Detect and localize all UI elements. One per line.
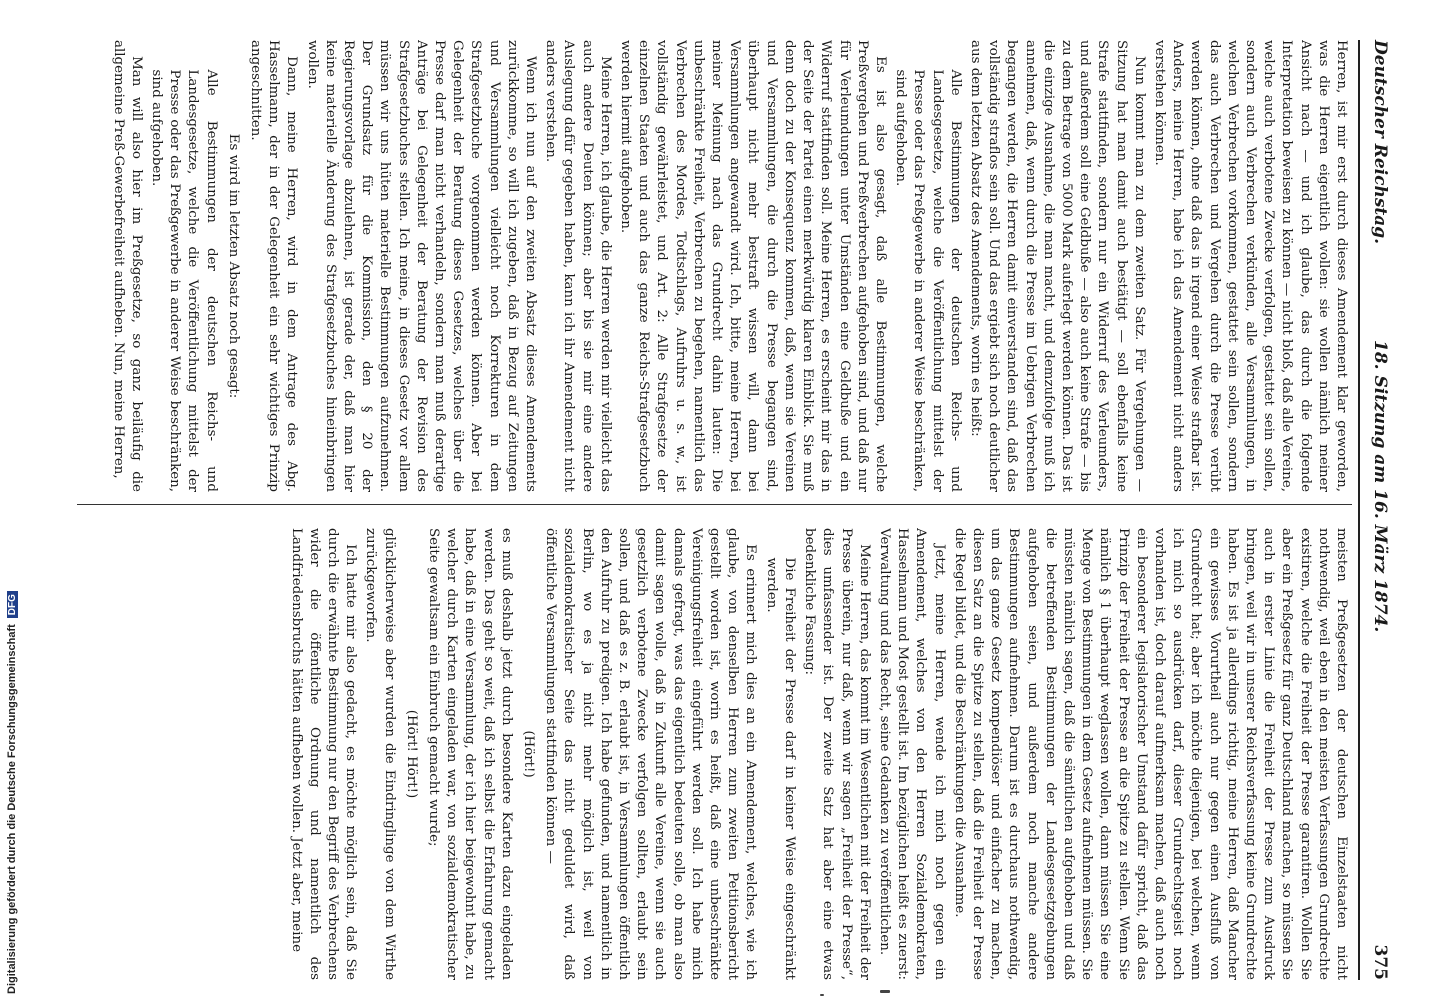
paragraph: Es wird im letzten Absatz noch gesagt: (225, 133, 241, 399)
scan-speck (880, 990, 890, 993)
interjection: (Hört!) (521, 730, 537, 778)
paragraph: Nun kommt man zu dem zweiten Satz. Für Vergehungen — Sitzung hat man damit auch bestätigt — soll ebenfalls keine Strafe stattfinden, sondern nur ein Widerruf des Verleumders, und außerdem soll eine Geldbuße — also auch keine Strafe — bis zu dem Betrage von 5000 Mark auferlegt werden können. Das ist die einzige Ausnahme, die man macht, und demzufolge muß ich annehmen, daß, wenn durch die Presse im Uebrigen Verbrechen begangen werden, die Herren damit einverstanden sind, daß das vollständig straflos sein soll. Und das ergiebt sich noch deutlicher aus dem letzten Absatz des Amendements, worin es heißt: (967, 40, 1147, 492)
quotation: Alle Bestimmungen der deutschen Reichs- und Landesgesetze, welche die Veröffentlichung mittelst der Presse oder das Preßgewerbe in anderer Weise beschränken, sind aufgehoben. (893, 69, 963, 492)
paragraph: Es ist also gesagt, daß alle Bestimmungen, welche Preßvergehen und Preßverbrechen aufgehoben sind, und daß nur für Verleumdungen unter Umständen eine Geldbuße und ein Widerruf stattfinden soll. Meine Herren, es erscheint mir das in der Seite der Partei einen merkwürdig klaren Einblick. Sie muß denn doch zu der Konsequenz kommen, daß, wenn sie Vereinen und Versammlungen, die durch die Presse begangen sind, überhaupt nicht mehr bestraft wissen will, dann bei Versammlungen angewandt wird. Ich, bitte, meine Herren, bei meiner Meinung nach das Grundrecht dahin lauten: Die unbeschränkte Freiheit, Verbrechen zu begehen, namentlich das Verbrechen des Mordes, Todtschlags, Aufruhrs u. s. w., ist vollständig gewährleistet, und Art. 2: Alle Strafgesetze der einzelnen Staaten und auch das ganze Reichs-Strafgesetzbuch werden hiermit aufgehoben. (618, 40, 888, 492)
paragraph: Jetzt, meine Herren, wende ich mich noch gegen ein Amendement, welches von den Herren Sozialdemokraten, Hasselmann und Most gestellt ist. Im bezüglichen heißt es zuerst: Verwaltung und das Recht, seine Gedanken zu veröffentlichen. (876, 528, 947, 980)
paragraph: Man will also hier im Preßgesetze, so ganz beiläufig die allgemeine Preß-Gewerbefreiheit aufheben. Nun, meine Herren, (110, 40, 144, 492)
paragraph: Herren, ist mir erst durch dieses Amendement klar geworden, was die Herren eigentlich wollen: sie wollen nämlich meiner Ansicht nach — und ich glaube, das durch die folgende Interpretation beweisen zu können — nicht bloß, daß alle Vereine, welche auch verbotene Zwecke verfolgen, gestattet sein sollen, sondern auch Verbrechen verkünden, alle Versammlungen, in welchen Verbrechen vorkommen, gestattet sein sollen, sondern das auch Verbrechen und Vergehen durch die Presse verübt werden können, ohne daß das in irgend einer Weise strafbar ist. Anders, meine Herren, habe ich das Amendement nicht anders verstehen können. (1151, 40, 1349, 492)
paragraph: Es erinnert mich dies an ein Amendement, welches, wie ich glaube, von denselben Herren zum zweiten Petitionsbericht gestellt worden ist, worin es heißt, daß eine unbeschränkte Vereinigungsfreiheit eingeführt werden soll. Ich habe mich damals gefragt, was das eigentlich bedeuten solle, ob man also damit sagen wolle, daß in Zukunft alle Vereine, wenn sie auch gesetzlich verbotene Zwecke verfolgen sollten, erlaubt sein sollen, und daß es z. B. erlaubt ist, in Versammlungen öffentlich den Aufruhr zu predigen. Ich habe gefunden, und namentlich in Berlin, wo es ja nicht mehr möglich ist, weil von sozialdemokratischer Seite das nicht geduldet wird, daß öffentliche Versammlungen stattfinden können — (543, 528, 759, 980)
digitization-credit (6, 591, 18, 994)
header-publication: Deutscher Reichstag. (1370, 40, 1390, 245)
paragraph: Wenn ich nun auf den zweiten Absatz dieses Amendements zurückkomme, so will ich zugeben, daß in Bezug auf Zeitungen und Versammlungen vielleicht noch Korrekturen in dem Strafgesetzbuche vorgenommen werden können. Aber bei Gelegenheit der Beratung dieses Gesetzes, welches über die Presse darf man nicht verhandeln, sondern man muß derartige Anträge bei Gelegenheit der Beratung der Revision des Strafgesetzbuches stellen. Ich meine, in dieses Gesetz vor allem müssen wir uns hüten materielle Bestimmungen aufzunehmen. Der Grundsatz für die Kommission, den § 20 der Regierungsvorlage abzulehnen, ist gerade der, daß man hier keine materielle Änderung des Strafgesetzbuches hineinbringen wollen. (304, 40, 539, 492)
paragraph: es muß deshalb jetzt durch besondere Karten dazu eingeladen werden. Das geht so weit, daß ich selbst die Erfahrung gemacht habe, daß in eine Versammlung, der ich hier beigewohnt habe, zu welcher durch Karten eingeladen war, von sozialdemokratischer Seite gewaltsam ein Einbruch gemacht wurde; (426, 528, 514, 980)
column-divider (77, 504, 1352, 505)
header-session: 18. Sitzung am 16. März 1874. (1370, 340, 1390, 633)
paragraph: glücklicherweise aber wurden die Eindringlinge von dem Wirthe zurückgeworfen. (363, 528, 397, 980)
left-column (82, 40, 1350, 492)
interjection: (Hört! Hört!) (403, 709, 419, 799)
paragraph: Ich hatte mir also gedacht, es möchte möglich sein, daß Sie durch die erwähnte Bestimmung nur den Begriff des Verbrechens wider die öffentliche Ordnung und namentlich des Landfriedensbruchs hätten aufheben wollen. Jetzt aber, meine (288, 528, 359, 980)
paragraph: Dann, meine Herren, wird in dem Antrage des Abg. Hasselmann, der in der Gelegenheit ein sehr wichtiges Prinzip angeschnitten. (248, 40, 300, 492)
page-number: 375 (1370, 944, 1390, 980)
paragraph: Meine Herren, das kommt im Wesentlichen mit der Freiheit der Presse überein, nur daß, wenn wir sagen „Freiheit der Presse“, dies umfassender ist. Der zweite Satz hat aber eine etwas bedenkliche Fassung: (802, 528, 872, 980)
paragraph: meisten Preßgesetzen der deutschen Einzelstaaten nicht nothwendig, weil eben in den meisten Verfassungen Grundrechte existiren, welche die Freiheit der Presse garantiren. Wollen Sie aber ein Preßgesetz für ganz Deutschland machen, so müssen Sie auch in erster Linie die Freiheit der Presse zum Ausdruck bringen, weil wir in unserer Reichsverfassung keine Grundrechte haben. Es ist ja allerdings richtig, meine Herren, daß Mancher ein gewisses Vorurtheil auch nur gegen einen Ausfluß von Grundrecht hat; aber ich möchte diejenigen, bei welchen, wenn ich mich so ausdrücken darf, dieser Grundrechtsgeist noch vorhanden ist, doch darauf aufmerksam machen, daß auch noch ein besonderer legislatorischer Umstand dafür spricht, daß das Prinzip der Freiheit der Presse an die Spitze zu stellen. Wenn Sie nämlich § 1 überhaupt weglassen wollen, dann müssen Sie eine Menge von Bestimmungen in dem Gesetz aufnehmen müssen. Sie müssten nämlich sagen, daß die sämtlichen aufgehoben und daß die betreffenden Bestimmungen der Landesgesetzgebungen aufgehoben seien, und außerdem noch manche andere Bestimmungen aufnehmen. Darum ist es durchaus nothwendig, um das ganze Gesetz kompendiöser und einfacher zu machen, diesen Satz an die Spitze zu stellen, daß die Freiheit der Presse die Regel bildet, und die Beschränkungen die Ausnahme. (951, 528, 1349, 980)
quotation: Die Freiheit der Presse darf in keiner Weise eingeschränkt werden. (763, 557, 797, 980)
right-column (82, 528, 1350, 980)
credit-text: Digitalisierung gefördert durch die Deutsche Forschungsgemeinschaft (6, 624, 18, 994)
dfg-logo: DFG (7, 591, 18, 618)
paragraph: Meine Herren, ich glaube, die Herren werden mir vielleicht das auch andere Deuten können; aber bis sie mir eine andere Auslegung dafür gegeben haben, kann ich ihr Amendement nicht anders verstehen. (543, 40, 613, 492)
page-header (1358, 40, 1390, 980)
scan-speck (820, 994, 824, 996)
quotation: Alle Bestimmungen der deutschen Reichs- und Landesgesetze, welche die Veröffentlichung mittelst der Presse oder das Preßgewerbe in anderer Weise beschränken, sind aufgehoben. (149, 69, 219, 492)
